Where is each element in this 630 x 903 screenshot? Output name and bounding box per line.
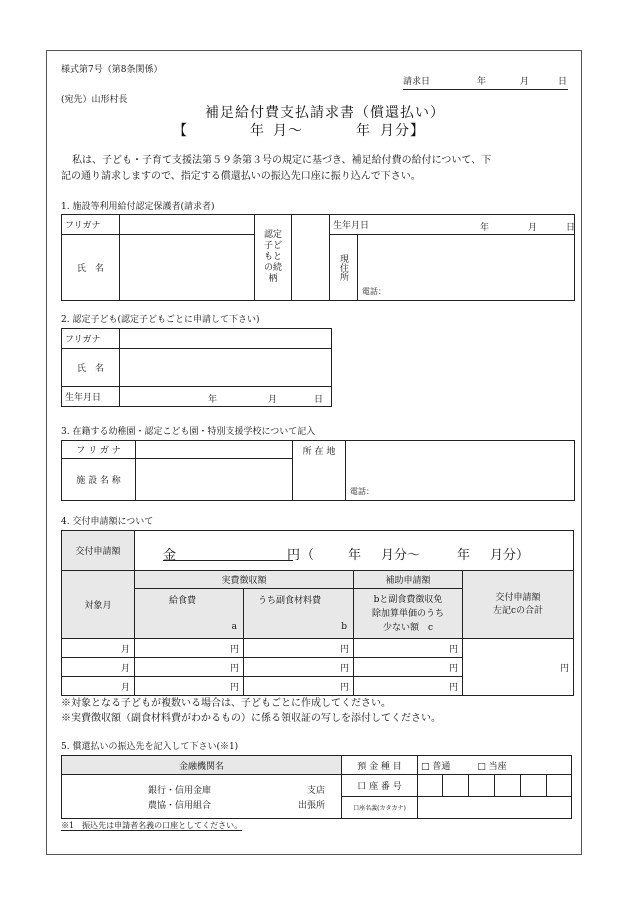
bank-note-text: ※1 振込先は申請者名義の口座としてください。	[61, 821, 243, 830]
current-checkbox[interactable]: □ 当座	[477, 761, 507, 772]
amount-field[interactable]	[135, 531, 574, 571]
bank-type1: 銀行・信用金庫	[148, 786, 212, 796]
child-furigana-field[interactable]	[120, 329, 332, 349]
row3-month[interactable]: 月	[62, 677, 135, 696]
school-address-field[interactable]	[346, 441, 575, 501]
applicant-table	[61, 214, 575, 301]
acct-digit-5[interactable]	[521, 775, 547, 797]
section5-heading: 5. 償還払いの振込先を記入して下さい(※1)	[61, 742, 239, 752]
sub-b: b	[341, 622, 347, 632]
amount-month1: 月分〜	[381, 548, 421, 563]
actual-cost-label: 実費徴収額	[135, 571, 354, 589]
child-name-field[interactable]	[120, 349, 332, 387]
applicant-tel-label: 電話：	[362, 287, 386, 296]
branch-type1: 支店	[307, 786, 326, 796]
total-label-line1: 交付申請額	[495, 592, 541, 603]
school-furigana-label: フ リ ガ ナ	[62, 441, 136, 459]
request-date-label: 請求日	[403, 77, 431, 87]
note-1: ※対象となる子どもが複数いる場合は、子どもごとに作成してください。	[61, 698, 391, 709]
school-address-label: 所 在 地	[293, 441, 346, 501]
form-number: 様式第7号（第8条関係）	[61, 65, 163, 75]
bank-table	[61, 755, 572, 819]
intro-line1: 私は、子ども・子育て支援法第５９条第３号の規定に基づき、補足給付費の給付について、下	[72, 155, 492, 166]
acct-digit-3[interactable]	[469, 775, 495, 797]
amount-year1: 年	[348, 548, 362, 563]
branch-type2: 出張所	[298, 801, 326, 811]
bank-note	[61, 822, 242, 830]
sub-label	[244, 589, 354, 639]
child-name-label: 氏 名	[62, 349, 120, 387]
meal-a: a	[231, 622, 237, 632]
bank-label: 金融機関名	[62, 756, 342, 775]
period-year1: 年	[250, 123, 265, 139]
birth-year: 年	[480, 223, 490, 233]
day-label: 日	[558, 77, 568, 87]
amount-label: 交付申請額	[62, 531, 135, 571]
row1-month[interactable]: 月	[62, 639, 135, 658]
meal-text: 給食費	[169, 596, 197, 606]
school-furigana-field[interactable]	[136, 441, 293, 459]
section4-heading: 4. 交付申請額について	[61, 517, 154, 527]
period-open: 【	[173, 123, 188, 139]
total-label-line2: 左記cの合計	[492, 605, 544, 616]
period-month1: 月〜	[273, 123, 303, 139]
account-holder-field[interactable]	[418, 797, 572, 819]
amount-underline	[163, 560, 293, 561]
ordinary-checkbox[interactable]: □ 普通	[421, 761, 451, 772]
request-date	[403, 78, 568, 90]
amount-month2: 月分）	[490, 548, 530, 563]
applicant-name-label: 氏 名	[62, 235, 120, 301]
row1-sub[interactable]: 円	[244, 639, 354, 658]
addressee: (宛先）山形村長	[61, 95, 128, 105]
row1-meal[interactable]: 円	[135, 639, 244, 658]
amount-paren: （	[301, 548, 315, 563]
total-field[interactable]: 円	[463, 639, 574, 696]
applicant-birth	[330, 215, 575, 235]
acct-digit-4[interactable]	[495, 775, 521, 797]
row3-meal[interactable]: 円	[135, 677, 244, 696]
amount-yen: 円	[287, 548, 301, 563]
deposit-type-label: 預 金 種 目	[342, 756, 418, 775]
account-number-label: 口 座 番 号	[342, 775, 418, 797]
child-table	[61, 328, 332, 407]
applicant-name-field[interactable]	[120, 235, 255, 301]
acct-digit-1[interactable]	[418, 775, 443, 797]
school-tel-label: 電話：	[350, 487, 374, 496]
bank-name-field[interactable]	[62, 775, 342, 819]
bank-type2: 農協・信用組合	[148, 801, 212, 811]
section2-heading: 2. 認定子ども(認定子どもごとに申請して下さい)	[61, 315, 260, 325]
meal-label	[135, 589, 244, 639]
birth-day: 日	[566, 223, 576, 233]
school-name-field[interactable]	[136, 459, 293, 501]
child-birth-year: 年	[208, 395, 218, 405]
relation-label: 認定子どもとの続柄	[255, 215, 292, 301]
total-label	[463, 571, 574, 639]
sub-text: うち副食材料費	[258, 596, 322, 606]
month-label: 月	[520, 77, 530, 87]
deposit-type-field	[418, 756, 572, 775]
page-title: 補足給付費支払請求書（償還払い）	[205, 105, 445, 121]
row2-sub[interactable]: 円	[244, 658, 354, 677]
child-furigana-label: フリガナ	[62, 329, 120, 349]
period	[173, 124, 453, 140]
kin-label: 金	[163, 548, 177, 563]
account-holder-label: 口座名義(カタカナ)	[342, 797, 418, 819]
note-2: ※実費徴収額（副食材料費がわかるもの）に係る領収証の写しを添付してください。	[61, 713, 441, 724]
child-birth-day: 日	[314, 395, 324, 405]
aid-desc-1: bと副食費徴収免	[373, 594, 443, 605]
month-col-label: 対象月	[62, 571, 135, 639]
applicant-furigana-label: フリガナ	[62, 215, 120, 235]
aid-desc-2: 除加算単価のうち	[371, 608, 444, 619]
period-month2: 月分】	[380, 123, 425, 139]
aid-desc	[354, 589, 463, 639]
relation-field[interactable]	[292, 215, 330, 301]
amount-year2: 年	[457, 548, 471, 563]
amount-table	[61, 530, 574, 696]
school-table	[61, 440, 575, 501]
address-field[interactable]	[358, 235, 575, 301]
aid-desc-3: 少ない額 c	[382, 622, 434, 633]
school-name-label: 施 設 名 称	[62, 459, 136, 501]
birth-month: 月	[528, 223, 538, 233]
section1-heading: 1. 施設等利用給付認定保護者(請求者)	[61, 202, 215, 212]
applicant-furigana-field[interactable]	[120, 215, 255, 235]
row3-sub[interactable]: 円	[244, 677, 354, 696]
child-birth-month: 月	[268, 395, 278, 405]
year-label: 年	[477, 77, 487, 87]
acct-digit-6[interactable]	[547, 775, 572, 797]
row2-aid[interactable]: 円	[354, 658, 463, 677]
section3-heading: 3. 在籍する幼稚園・認定こども園・特別支援学校について記入	[61, 427, 316, 437]
birth-label: 生年月日	[333, 221, 370, 231]
address-label: 現住所	[330, 235, 358, 301]
acct-digit-2[interactable]	[443, 775, 469, 797]
child-birth-field[interactable]	[120, 387, 332, 407]
row2-meal[interactable]: 円	[135, 658, 244, 677]
child-birth-label: 生年月日	[62, 387, 120, 407]
row3-aid[interactable]: 円	[354, 677, 463, 696]
row2-month[interactable]: 月	[62, 658, 135, 677]
row1-aid[interactable]: 円	[354, 639, 463, 658]
intro-line2: 記の通り請求しますので、指定する償還払いの振込先口座に振り込んで下さい。	[61, 171, 421, 182]
aid-label: 補助申請額	[354, 571, 463, 589]
period-year2: 年	[356, 123, 371, 139]
